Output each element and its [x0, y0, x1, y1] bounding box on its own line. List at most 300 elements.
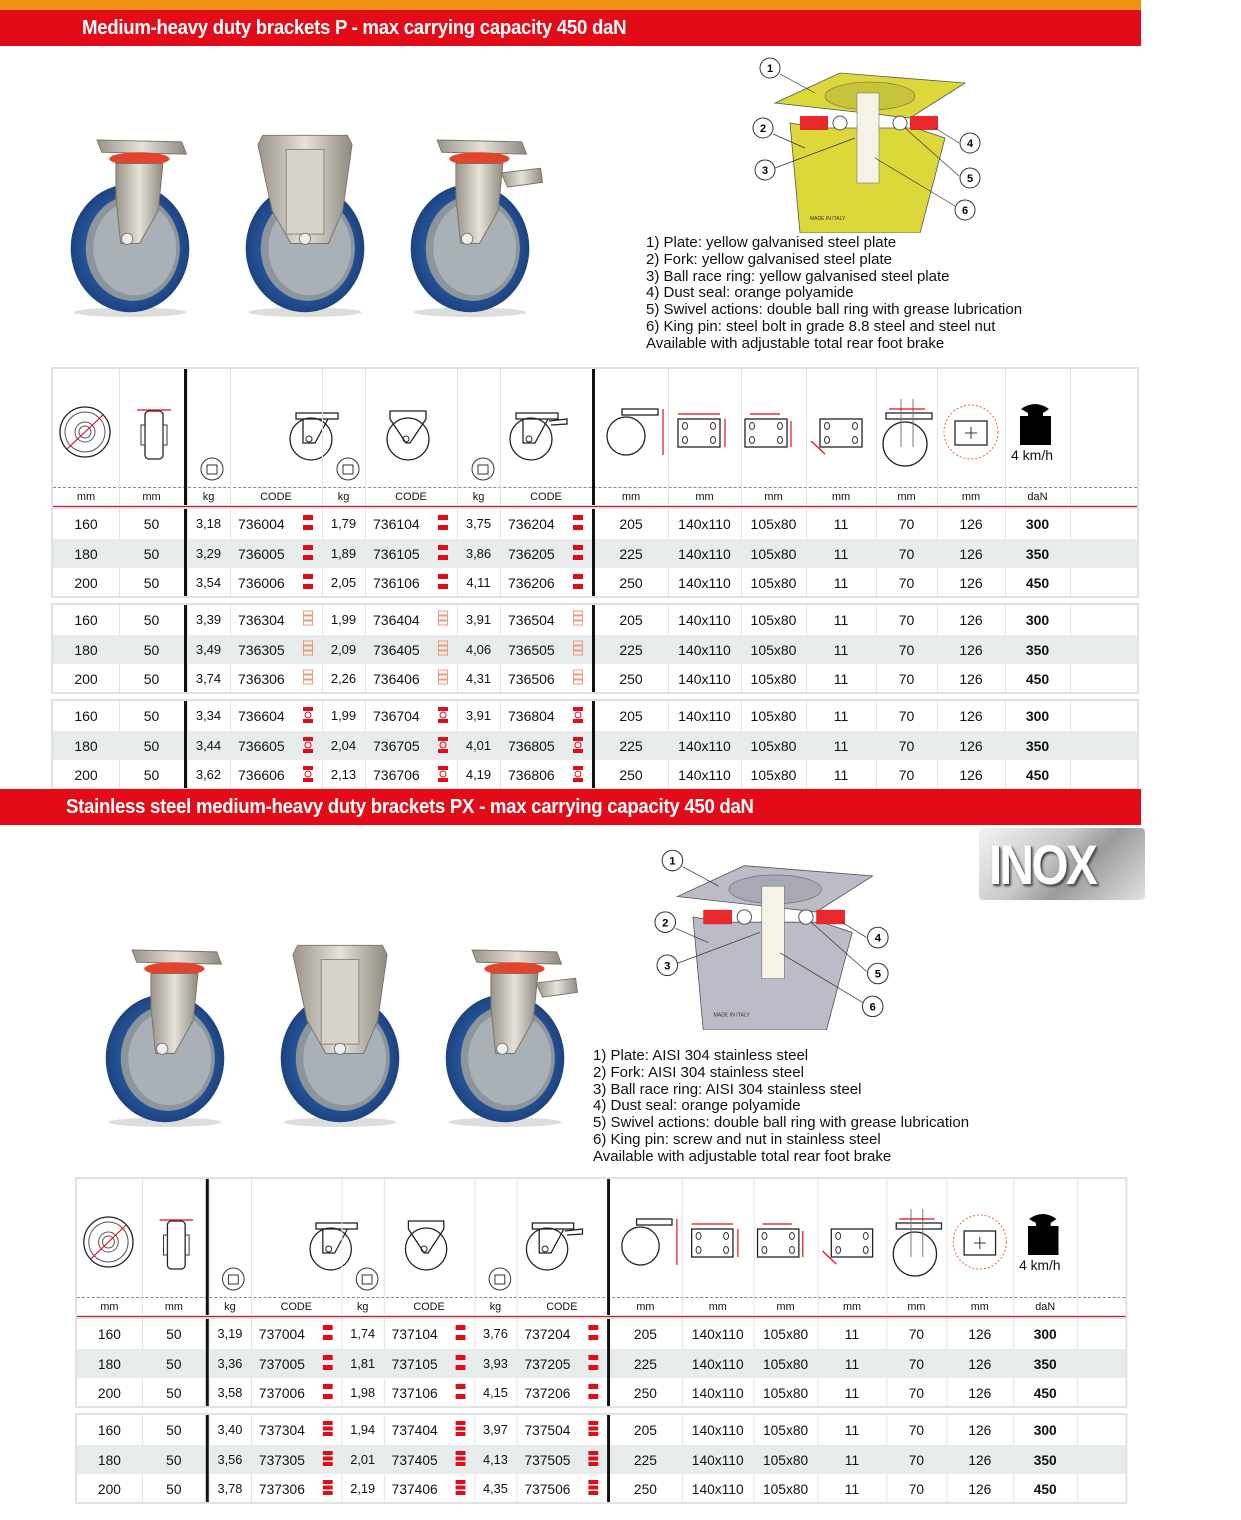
- diagram-marking: MADE IN ITALY: [713, 1012, 750, 1019]
- feature-item: 2) Fork: yellow galvanised steel plate: [646, 250, 892, 268]
- unit-label: mm: [708, 1301, 727, 1313]
- speed-label: 4 km/h: [1011, 447, 1054, 463]
- unit-label: CODE: [280, 1301, 312, 1313]
- cell: 50: [166, 1451, 182, 1468]
- product-code: 737505: [524, 1451, 571, 1468]
- cell: 50: [166, 1355, 182, 1372]
- product-code: 737104: [391, 1326, 438, 1342]
- cell: 3,19: [217, 1326, 243, 1341]
- callout-1: [662, 850, 718, 886]
- cell: 126: [968, 1385, 992, 1401]
- product-code: 736205: [508, 545, 555, 562]
- weight-kg-icon: [489, 1268, 511, 1290]
- wheel-diameter-icon: [84, 1217, 133, 1267]
- triple-bar-icon: [587, 1478, 599, 1498]
- cell: 105x80: [762, 1385, 809, 1401]
- product-code: 737306: [258, 1481, 305, 1497]
- svg-text:6: 6: [961, 205, 969, 217]
- product-code: 737506: [524, 1481, 571, 1497]
- cell: 70: [898, 671, 915, 687]
- bar-brake-icon: [322, 1382, 334, 1402]
- column-divider: [741, 369, 742, 505]
- top-accent-bar: [0, 0, 1141, 10]
- unit-label: CODE: [395, 491, 427, 503]
- cell: 126: [959, 612, 983, 628]
- svg-text:1: 1: [669, 855, 676, 868]
- triple-bar-icon: [455, 1419, 467, 1439]
- cell: 11: [844, 1355, 860, 1372]
- product-code: 736204: [508, 516, 555, 532]
- unit-label: mm: [907, 1301, 926, 1313]
- cell: 2,05: [330, 575, 357, 590]
- feature-item: 5) Swivel actions: double ball ring with grease lubrication: [593, 1114, 970, 1132]
- cell: 4,13: [482, 1451, 508, 1467]
- cell: 50: [143, 671, 160, 687]
- cell: 160: [97, 1326, 121, 1342]
- svg-text:5: 5: [874, 968, 881, 981]
- cell: 11: [844, 1451, 860, 1468]
- bolt-spacing-icon: [758, 1224, 803, 1257]
- column-divider: [474, 1179, 475, 1315]
- product-code: 737404: [391, 1422, 438, 1438]
- cell: 11: [833, 516, 849, 532]
- section-title: Stainless steel medium-heavy duty brackets PX - max carrying capacity 450 daN: [66, 796, 754, 818]
- cell: 50: [143, 545, 160, 562]
- cell: 4,35: [482, 1481, 508, 1496]
- column-divider: [230, 369, 231, 505]
- wheel-width-icon: [137, 410, 171, 459]
- product-code: 737206: [524, 1385, 571, 1401]
- row-group: [51, 507, 1139, 598]
- product-code: 736006: [238, 575, 285, 591]
- unit-label: mm: [100, 1301, 119, 1313]
- section-divider: [184, 369, 187, 505]
- offset-icon: [883, 399, 932, 466]
- product-code: 736706: [373, 767, 420, 783]
- product-code: 736506: [508, 671, 555, 687]
- cell: 3,40: [217, 1422, 243, 1437]
- section-divider: [184, 701, 187, 788]
- cell: 3,58: [217, 1385, 243, 1400]
- ball-bearing-icon: [302, 735, 314, 755]
- table-row: [53, 664, 1137, 693]
- cell: 140x110: [678, 708, 731, 724]
- feature-item: 5) Swivel actions: double ball ring with grease lubrication: [646, 301, 1023, 319]
- product-code: 737304: [258, 1422, 305, 1438]
- cell: 70: [898, 516, 915, 532]
- cell: 11: [833, 737, 849, 754]
- cell: 4,15: [482, 1385, 508, 1400]
- cell: 3,29: [195, 545, 222, 561]
- cell: 1,98: [350, 1385, 376, 1400]
- exploded-diagram: [745, 48, 985, 233]
- cell: 3,56: [217, 1451, 243, 1467]
- unit-label: mm: [142, 491, 161, 503]
- cell: 200: [97, 1481, 121, 1497]
- plate-size-icon: [692, 1224, 738, 1257]
- bar-brake-icon: [572, 513, 584, 533]
- cell: 350: [1033, 1355, 1057, 1372]
- feature-item: 1) Plate: AISI 304 stainless steel: [593, 1047, 809, 1064]
- cell: 140x110: [691, 1385, 744, 1401]
- table-row: [53, 635, 1137, 664]
- cell: 70: [908, 1422, 925, 1438]
- swivel-radius-icon: [953, 1215, 1006, 1269]
- outline-brake-icon: [572, 609, 584, 629]
- unit-label: kg: [356, 1301, 369, 1313]
- cell: 140x110: [691, 1422, 744, 1438]
- cell: 140x110: [678, 671, 731, 687]
- cell: 105x80: [762, 1481, 809, 1497]
- units-row: [77, 1297, 1125, 1317]
- cell: 50: [143, 641, 160, 658]
- unit-label: kg: [337, 491, 350, 503]
- cell: 126: [959, 671, 983, 687]
- bar-brake-icon: [455, 1323, 467, 1343]
- diagram-marking: MADE IN ITALY: [810, 216, 846, 222]
- unit-label: mm: [76, 491, 96, 503]
- bolt-hole-icon: [811, 419, 862, 454]
- cell: 3,54: [195, 575, 222, 590]
- cell: 140x110: [678, 767, 731, 783]
- unit-label: mm: [621, 491, 641, 503]
- brake-photo: [390, 120, 550, 325]
- cell: 180: [74, 737, 98, 754]
- cell: 160: [74, 708, 98, 724]
- feature-item: 3) Ball race ring: yellow galvanised steel plate: [646, 267, 950, 285]
- cell: 126: [959, 545, 983, 562]
- column-divider: [142, 1179, 143, 1315]
- table-row: [53, 731, 1137, 760]
- triple-bar-icon: [322, 1419, 334, 1439]
- cell: 450: [1025, 671, 1050, 687]
- cell: 3,75: [465, 516, 492, 531]
- triple-bar-icon: [455, 1478, 467, 1498]
- ball-bearing-icon: [302, 705, 314, 725]
- cell: 50: [166, 1326, 182, 1342]
- cell: 160: [74, 516, 98, 532]
- cell: 70: [898, 545, 915, 562]
- ball-bearing-icon: [437, 705, 449, 725]
- weight-kg-icon: [337, 458, 359, 480]
- cell: 140x110: [678, 545, 731, 562]
- product-code: 737504: [524, 1422, 571, 1438]
- inox-badge-text: INOX: [989, 833, 1096, 896]
- cell: 105x80: [762, 1422, 809, 1438]
- cell: 11: [833, 708, 849, 724]
- cell: 50: [143, 737, 160, 754]
- column-divider: [187, 369, 188, 505]
- product-code: 736805: [508, 737, 555, 754]
- cell: 11: [844, 1481, 860, 1497]
- fixed-photo: [225, 120, 385, 325]
- exploded-diagram: [640, 840, 900, 1030]
- cell: 50: [143, 767, 160, 783]
- cell: 70: [908, 1326, 925, 1342]
- cell: 11: [833, 612, 849, 628]
- product-code: 736806: [508, 767, 555, 783]
- product-code: 736104: [373, 516, 420, 532]
- fixed-caster-icon: [405, 1221, 446, 1270]
- cell: 3,39: [195, 612, 222, 627]
- product-code: 736604: [238, 708, 285, 724]
- column-divider: [457, 369, 458, 505]
- cell: 160: [97, 1422, 121, 1438]
- column-divider: [668, 369, 669, 505]
- cell: 11: [833, 767, 849, 783]
- cell: 105x80: [750, 545, 797, 562]
- section-divider: [206, 1415, 209, 1502]
- cell: 250: [619, 575, 643, 591]
- cell: 3,36: [217, 1355, 243, 1371]
- column-divider: [517, 1179, 518, 1315]
- section-divider: [592, 369, 595, 505]
- unit-label: kg: [489, 1301, 502, 1313]
- cell: 180: [97, 1355, 121, 1372]
- feature-item: Available with adjustable total rear foot brake: [646, 334, 945, 352]
- speed-label: 4 km/h: [1019, 1257, 1061, 1273]
- cell: 70: [898, 737, 915, 754]
- product-code: 736605: [238, 737, 285, 754]
- cell: 2,04: [330, 737, 357, 753]
- bar-brake-icon: [455, 1353, 467, 1373]
- table-row: [53, 539, 1137, 568]
- column-divider: [119, 369, 120, 505]
- cell: 140x110: [691, 1355, 744, 1372]
- svg-text:1: 1: [766, 63, 774, 75]
- product-code: 736804: [508, 708, 555, 724]
- outline-brake-icon: [302, 639, 314, 659]
- triple-bar-icon: [587, 1419, 599, 1439]
- table-header: [75, 1177, 1127, 1317]
- cell: 70: [898, 612, 915, 628]
- bar-brake-icon: [572, 543, 584, 563]
- plate-size-icon: [678, 414, 725, 447]
- unit-label: mm: [776, 1301, 795, 1313]
- bar-brake-icon: [322, 1353, 334, 1373]
- bar-brake-icon: [322, 1323, 334, 1343]
- cell: 50: [166, 1481, 182, 1497]
- bolt-hole-icon: [822, 1229, 872, 1264]
- cell: 3,91: [465, 708, 492, 723]
- cell: 105x80: [750, 671, 797, 687]
- cell: 11: [844, 1385, 860, 1401]
- product-code: 737006: [258, 1385, 305, 1401]
- cell: 140x110: [678, 516, 731, 532]
- cell: 126: [968, 1422, 992, 1438]
- cell: 4,06: [465, 641, 492, 657]
- product-code: 736105: [373, 545, 420, 562]
- offset-icon: [893, 1209, 941, 1276]
- swivel-caster-icon: [290, 413, 338, 460]
- feature-item: Available with adjustable total rear foot brake: [593, 1147, 892, 1165]
- product-code: 737005: [258, 1355, 305, 1372]
- row-group: [75, 1317, 1127, 1408]
- bar-brake-icon: [302, 572, 314, 592]
- cell: 11: [833, 671, 849, 687]
- column-divider: [500, 369, 501, 505]
- cell: 180: [97, 1451, 121, 1468]
- cell: 126: [959, 575, 983, 591]
- section-divider: [607, 1415, 610, 1502]
- bar-brake-icon: [587, 1353, 599, 1373]
- column-divider: [806, 369, 807, 505]
- section-divider: [184, 605, 187, 692]
- unit-label: mm: [636, 1301, 655, 1313]
- cell: 70: [908, 1451, 925, 1468]
- column-divider: [886, 1179, 887, 1315]
- outline-brake-icon: [437, 639, 449, 659]
- load-weight-icon: [1028, 1214, 1058, 1255]
- product-code: 736504: [508, 612, 555, 628]
- cell: 105x80: [762, 1355, 809, 1372]
- bar-brake-icon: [587, 1382, 599, 1402]
- feature-list: [646, 235, 1022, 353]
- cell: 4,01: [465, 737, 492, 753]
- cell: 70: [898, 767, 915, 783]
- row-group: [51, 699, 1139, 790]
- product-code: 737204: [524, 1326, 571, 1342]
- cell: 1,79: [330, 516, 357, 531]
- product-code: 737406: [391, 1481, 438, 1497]
- ball-bearing-icon: [572, 705, 584, 725]
- spec-table: [51, 367, 1139, 795]
- cell: 250: [633, 1481, 657, 1497]
- cell: 205: [619, 708, 643, 724]
- wheel-diameter-icon: [60, 407, 110, 457]
- cell: 140x110: [678, 737, 731, 754]
- cell: 250: [619, 767, 643, 783]
- cell: 126: [959, 516, 983, 532]
- swivel-photo: [85, 930, 245, 1135]
- svg-text:4: 4: [874, 932, 881, 945]
- triple-bar-icon: [322, 1449, 334, 1469]
- cell: 350: [1025, 545, 1050, 562]
- weight-kg-icon: [201, 458, 223, 480]
- unit-label: CODE: [413, 1301, 445, 1313]
- section-banner: [0, 10, 1141, 46]
- column-divider: [1005, 369, 1006, 505]
- cell: 126: [968, 1451, 992, 1468]
- product-code: 737405: [391, 1451, 438, 1468]
- cell: 3,76: [482, 1326, 508, 1341]
- product-code: 736306: [238, 671, 285, 687]
- cell: 225: [619, 545, 643, 562]
- column-divider: [384, 1179, 385, 1315]
- product-code: 737004: [258, 1326, 305, 1342]
- cell: 3,18: [195, 516, 222, 531]
- weight-kg-icon: [356, 1268, 378, 1290]
- bolt-spacing-icon: [745, 414, 791, 447]
- inox-badge: [979, 828, 1145, 900]
- cell: 11: [844, 1326, 860, 1342]
- product-code: 736004: [238, 516, 285, 532]
- unit-label: mm: [831, 491, 851, 503]
- cell: 200: [74, 575, 98, 591]
- cell: 11: [844, 1422, 860, 1438]
- product-code: 736705: [373, 737, 420, 754]
- feature-list: [593, 1048, 969, 1166]
- cell: 70: [908, 1355, 925, 1372]
- table-row: [53, 509, 1137, 538]
- bar-brake-icon: [437, 572, 449, 592]
- product-code: 737205: [524, 1355, 571, 1372]
- brake-photo: [425, 930, 585, 1135]
- table-row: [53, 605, 1137, 634]
- outline-brake-icon: [302, 668, 314, 688]
- column-divider: [754, 1179, 755, 1315]
- section-divider: [607, 1179, 610, 1315]
- product-code: 736304: [238, 612, 285, 628]
- unit-label: mm: [961, 491, 981, 503]
- outline-brake-icon: [302, 609, 314, 629]
- unit-label: mm: [764, 491, 783, 503]
- cell: 50: [166, 1385, 182, 1401]
- cell: 450: [1033, 1385, 1057, 1401]
- cell: 50: [143, 612, 160, 628]
- cell: 140x110: [691, 1451, 744, 1468]
- cell: 200: [74, 767, 98, 783]
- table-row: [77, 1349, 1125, 1378]
- column-divider: [876, 369, 877, 505]
- cell: 450: [1025, 767, 1050, 783]
- product-code: 736206: [508, 575, 555, 591]
- unit-label: mm: [164, 1301, 183, 1313]
- product-code: 736404: [373, 612, 420, 628]
- feature-item: 6) King pin: screw and nut in stainless steel: [593, 1130, 881, 1148]
- cell: 200: [97, 1385, 121, 1401]
- cell: 205: [633, 1326, 657, 1342]
- cell: 126: [968, 1481, 992, 1497]
- cell: 2,09: [330, 641, 357, 657]
- section-divider: [592, 605, 595, 692]
- cell: 70: [908, 1385, 925, 1401]
- cell: 225: [633, 1451, 657, 1468]
- section-divider: [206, 1319, 209, 1406]
- unit-label: daN: [1035, 1301, 1056, 1313]
- feature-item: 4) Dust seal: orange polyamide: [646, 284, 854, 302]
- section-divider: [592, 509, 595, 596]
- cell: 70: [898, 575, 915, 591]
- table-row: [77, 1474, 1125, 1503]
- callout-1: [760, 58, 815, 93]
- unit-label: CODE: [546, 1301, 578, 1313]
- cell: 70: [898, 641, 915, 658]
- product-code: 736505: [508, 641, 555, 658]
- product-code: 737105: [391, 1355, 438, 1372]
- cell: 105x80: [750, 612, 797, 628]
- cell: 105x80: [750, 767, 797, 783]
- cell: 50: [143, 516, 160, 532]
- cell: 126: [968, 1326, 992, 1342]
- product-code: 736405: [373, 641, 420, 658]
- section-divider: [592, 701, 595, 788]
- svg-text:6: 6: [869, 1001, 876, 1014]
- outline-brake-icon: [572, 639, 584, 659]
- bar-brake-icon: [572, 572, 584, 592]
- svg-text:3: 3: [664, 960, 671, 973]
- bar-brake-icon: [302, 543, 314, 563]
- cell: 1,89: [330, 545, 357, 561]
- cell: 126: [968, 1355, 992, 1372]
- cell: 50: [143, 708, 160, 724]
- cell: 250: [619, 671, 643, 687]
- section-title: Medium-heavy duty brackets P - max carrying capacity 450 daN: [82, 17, 627, 39]
- outline-brake-icon: [437, 668, 449, 688]
- cell: 105x80: [762, 1451, 809, 1468]
- table-row: [77, 1445, 1125, 1474]
- svg-text:4: 4: [966, 138, 974, 150]
